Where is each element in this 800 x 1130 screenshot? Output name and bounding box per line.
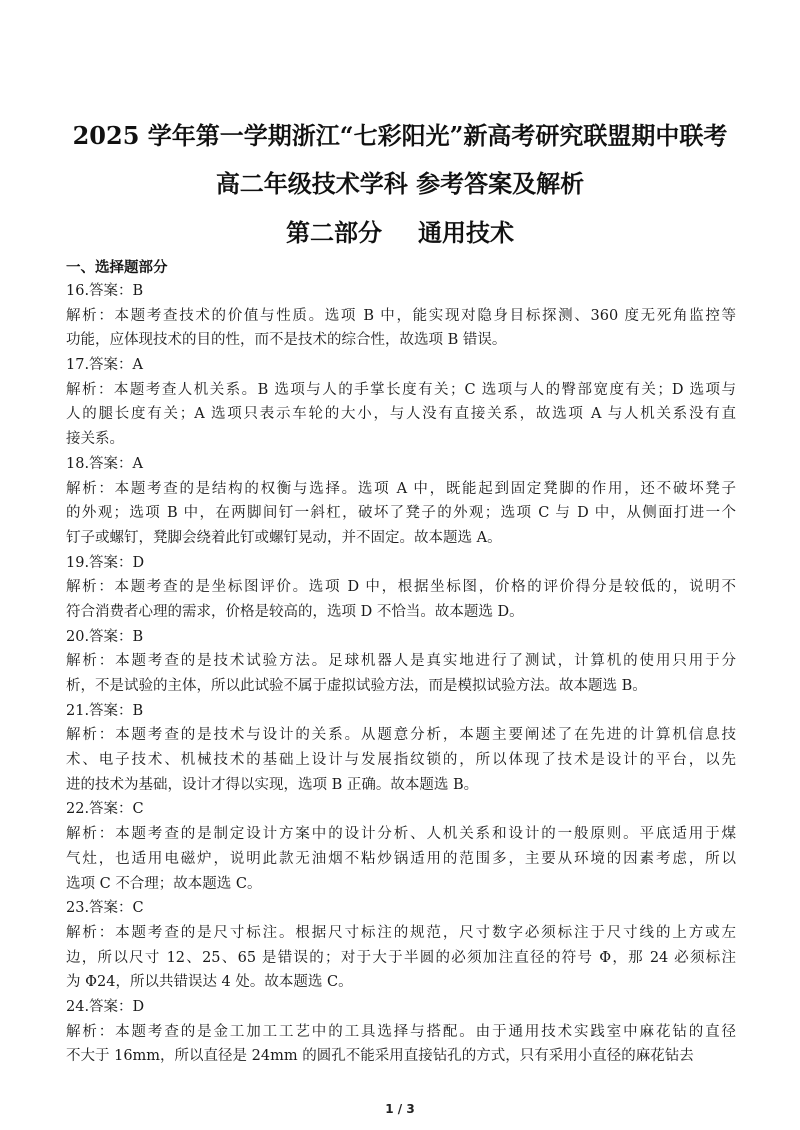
answer-line: 20.答案：B — [66, 628, 144, 645]
explanation-line: 解析：本题考查的是制定设计方案中的设计分析、人机关系和设计的一般原则。平底适用于煤 — [66, 826, 736, 843]
explanation-line: 选项 C 不合理；故本题选 C。 — [66, 875, 262, 892]
explanation-line: 解析：本题考查的是结构的权衡与选择。选项 A 中，既能起到固定凳脚的作用，还不破坏凳子 — [66, 480, 736, 497]
explanation-line: 析，不是试验的主体，所以此试验不属于虚拟试验方法，而是模拟试验方法。故本题选 B。 — [66, 678, 647, 694]
exam-title: 2025 学年第一学期浙江“七彩阳光”新高考研究联盟期中联考 — [72, 121, 728, 150]
subject-title: 高二年级技术学科 参考答案及解析 — [215, 169, 585, 198]
explanation-line: 解析：本题考查技术的价值与性质。选项 B 中，能实现对隐身目标探测、360 度无死角监控等 — [66, 307, 736, 324]
answer-line: 19.答案：D — [66, 554, 145, 571]
part-subject: 通用技术 — [418, 218, 514, 247]
explanation-line: 接关系。 — [66, 431, 124, 448]
answer-line: 22.答案：C — [66, 801, 144, 818]
explanation-line: 解析：本题考查的是技术与设计的关系。从题意分析，本题主要阐述了在先进的计算机信息技 — [66, 727, 736, 744]
explanation-line: 进的技术为基础，设计才得以实现，选项 B 正确。故本题选 B。 — [66, 776, 479, 793]
answer-line: 21.答案：B — [66, 702, 144, 719]
explanation-line: 解析：本题考查的是尺寸标注。根据尺寸标注的规范，尺寸数字必须标注于尺寸线的上方或左 — [66, 924, 736, 941]
answer-line: 18.答案：A — [66, 455, 144, 472]
explanation-line: 解析：本题考查的是技术试验方法。足球机器人是真实地进行了测试，计算机的使用只用于分 — [66, 653, 736, 670]
explanation-line: 人的腿长度有关；A 选项只表示车轮的大小，与人没有直接关系，故选项 A 与人机关系没有直 — [66, 406, 736, 423]
explanation-line: 不大于 16mm，所以直径是 24mm 的圆孔不能采用直接钻孔的方式，只有采用小直径的麻花钻去 — [66, 1048, 694, 1065]
page-number: 1 / 3 — [385, 1102, 415, 1116]
explanation-line: 的外观；选项 B 中，在两脚间钉一斜杠，破坏了凳子的外观；选项 C 与 D 中，从侧面打进一个 — [66, 505, 736, 522]
explanation-line: 功能，应体现技术的目的性，而不是技术的综合性，故选项 B 错误。 — [66, 332, 507, 349]
answer-line: 17.答案：A — [66, 357, 144, 374]
explanation-line: 解析：本题考查人机关系。B 选项与人的手掌长度有关；C 选项与人的臀部宽度有关；D 选项与 — [66, 381, 736, 398]
answer-line: 23.答案：C — [66, 900, 144, 917]
part-number: 第二部分 — [286, 218, 382, 247]
explanation-line: 为 Φ24，所以共错误达 4 处。故本题选 C。 — [66, 974, 353, 991]
explanation-line: 术、电子技术、机械技术的基础上设计与发展指纹锁的，所以体现了技术是设计的平台，以先 — [66, 752, 736, 769]
explanation-line: 钉子或螺钉，凳脚会绕着此钉或螺钉晃动，并不固定。故本题选 A。 — [66, 529, 502, 546]
answer-body — [66, 279, 736, 1069]
explanation-line: 边，所以尺寸 12、25、65 是错误的；对于大于半圆的必须加注直径的符号 Φ，那 24 必须标注 — [66, 949, 736, 966]
answer-line: 24.答案：D — [66, 998, 145, 1015]
answer-line: 16.答案：B — [66, 283, 144, 299]
explanation-line: 符合消费者心理的需求，价格是较高的，选项 D 不恰当。故本题选 D。 — [66, 603, 524, 620]
explanation-line: 解析：本题考查的是金工加工工艺中的工具选择与搭配。由于通用技术实践室中麻花钻的直径 — [66, 1023, 736, 1040]
part-title — [0, 213, 800, 248]
explanation-line: 解析：本题考查的是坐标图评价。选项 D 中，根据坐标图，价格的评价得分是较低的，说明不 — [66, 579, 736, 596]
section-heading: 一、选择题部分 — [66, 260, 168, 276]
explanation-line: 气灶，也适用电磁炉，说明此款无油烟不粘炒锅适用的范围多，主要从环境的因素考虑，所以 — [66, 850, 736, 867]
